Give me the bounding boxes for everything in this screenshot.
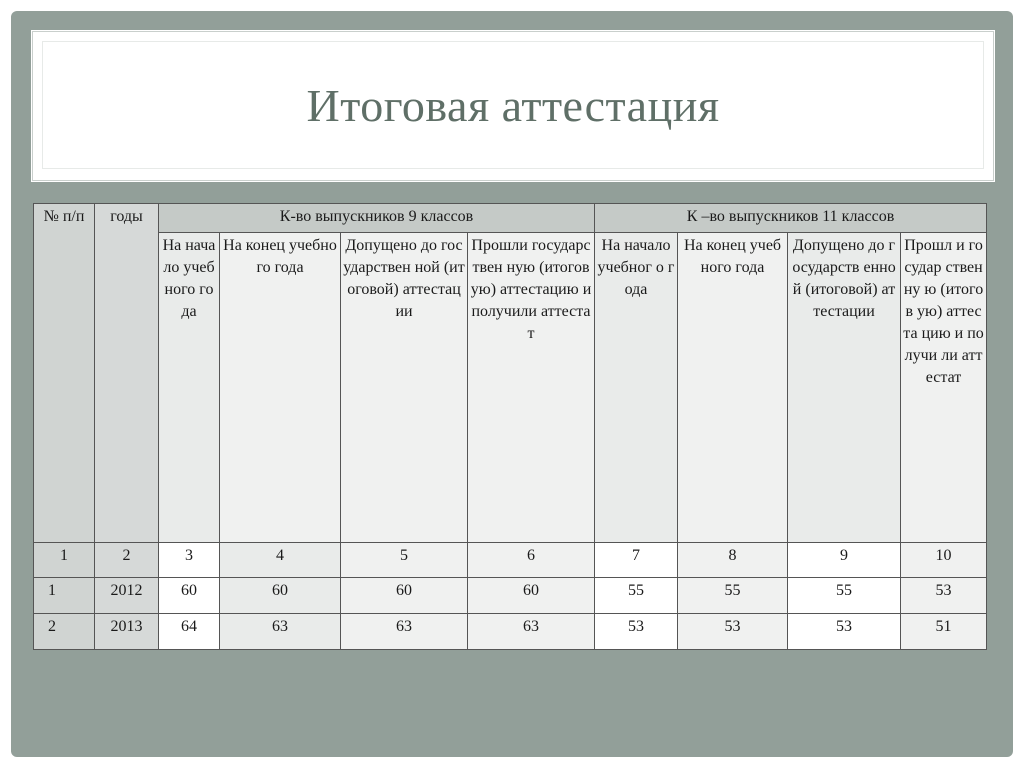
header-9-start: [159, 233, 220, 543]
table-cell: 53: [901, 578, 987, 614]
header-11-start-label: На начало учебног о года: [597, 237, 675, 298]
header-9-admitted-label: Допущено до государствен ной (итоговой) аттестации: [343, 237, 465, 320]
header-11-start: [595, 233, 678, 543]
row-year: 2013: [95, 614, 159, 650]
table-cell: 63: [220, 614, 341, 650]
title-frame: [42, 41, 984, 169]
num-cell: 6: [468, 543, 595, 578]
header-group-9-label: К-во выпускников 9 классов: [279, 208, 474, 225]
table-cell: 60: [341, 578, 468, 614]
header-group-11-label: К –во выпускников 11 классов: [686, 208, 895, 225]
num-cell: 2: [95, 543, 159, 578]
header-number-label: № п/п: [43, 208, 85, 225]
table-cell: 60: [220, 578, 341, 614]
header-group-9: [159, 204, 595, 233]
header-9-admitted: [341, 233, 468, 543]
header-11-admitted: [788, 233, 901, 543]
table-cell: 55: [595, 578, 678, 614]
table-row: [34, 578, 987, 614]
row-year: 2012: [95, 578, 159, 614]
num-cell: 10: [901, 543, 987, 578]
table-cell: 64: [159, 614, 220, 650]
header-9-end: [220, 233, 341, 543]
table-row: [34, 614, 987, 650]
header-9-passed-label: Прошли государствен ную (итоговую) аттестацию и получили аттестат: [470, 237, 592, 342]
num-cell: 8: [678, 543, 788, 578]
header-years-label: годы: [110, 208, 143, 225]
header-11-passed-label: Прошл и государ ственну ю (итогов ую) аттеста цию и получи ли аттестат: [903, 237, 984, 386]
table-cell: 63: [468, 614, 595, 650]
num-cell: 5: [341, 543, 468, 578]
table-cell: 60: [159, 578, 220, 614]
header-9-passed: [468, 233, 595, 543]
table-cell: 51: [901, 614, 987, 650]
num-cell: 7: [595, 543, 678, 578]
num-cell: 3: [159, 543, 220, 578]
header-11-admitted-label: Допущено до государств енной (итоговой) аттестации: [792, 237, 896, 320]
header-9-end-label: На конец учебного года: [223, 237, 337, 276]
table-cell: 53: [788, 614, 901, 650]
table-cell: 60: [468, 578, 595, 614]
num-cell: 9: [788, 543, 901, 578]
row-number: 1: [34, 578, 95, 614]
num-cell: 4: [220, 543, 341, 578]
table-cell: 55: [678, 578, 788, 614]
table-cell: 53: [678, 614, 788, 650]
header-number: [34, 204, 95, 543]
table-cell: 63: [341, 614, 468, 650]
header-9-start-label: На нача ло учеб ного года: [162, 237, 216, 320]
header-11-passed: [901, 233, 987, 543]
attestation-table: [33, 203, 987, 650]
header-group-11: [595, 204, 987, 233]
row-number: 2: [34, 614, 95, 650]
header-11-end: [678, 233, 788, 543]
num-cell: 1: [34, 543, 95, 578]
table-cell: 53: [595, 614, 678, 650]
slide-title: Итоговая аттестация: [306, 79, 720, 131]
header-years: [95, 204, 159, 543]
table-cell: 55: [788, 578, 901, 614]
title-band: [31, 30, 995, 182]
header-11-end-label: На конец учебного года: [683, 237, 782, 276]
